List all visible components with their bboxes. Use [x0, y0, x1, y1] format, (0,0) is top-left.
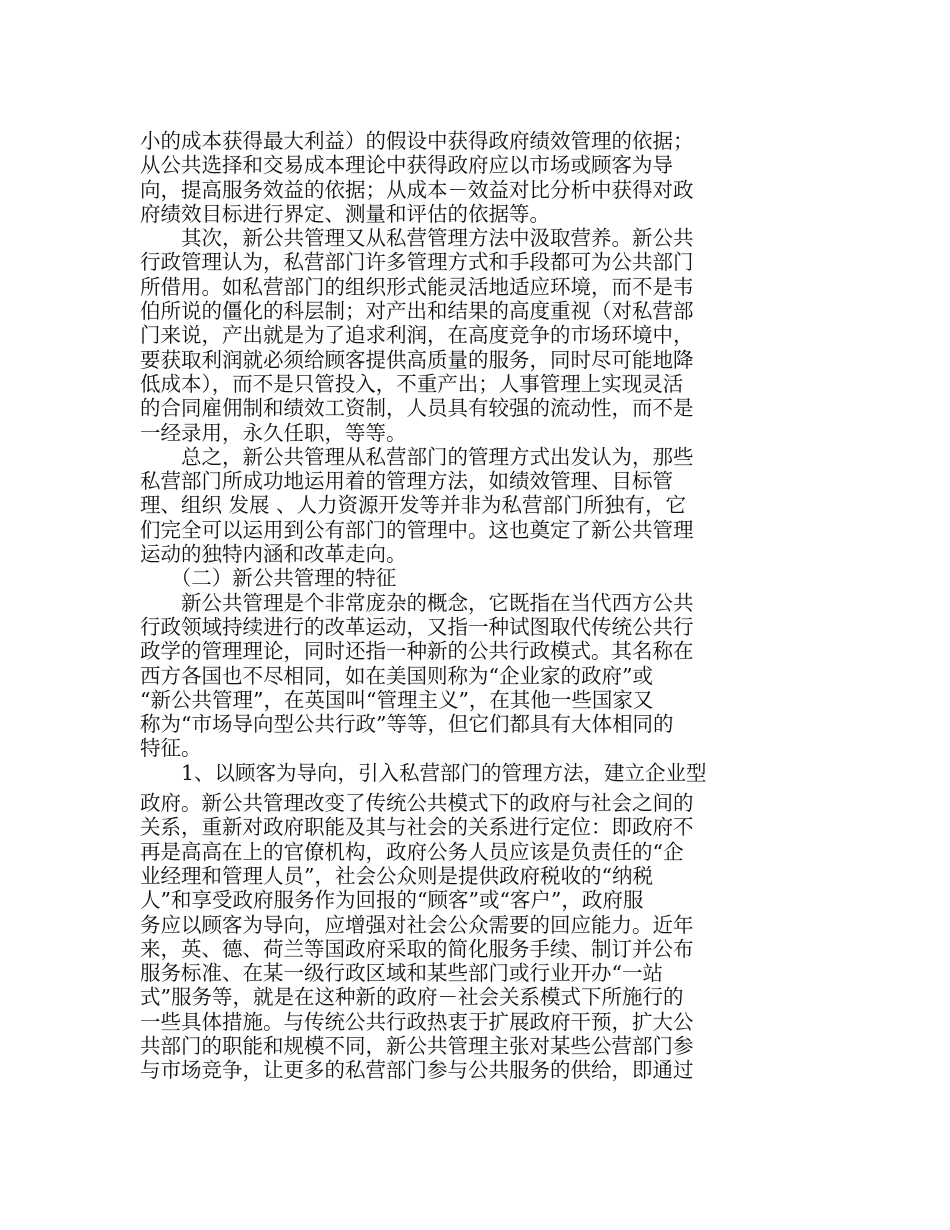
text-line: 共部门的职能和规模不同，新公共管理主张对某些公营部门参: [140, 1033, 694, 1058]
section-heading: （二）新公共管理的特征: [140, 566, 397, 591]
text-line: 行政领域持续进行的改革运动，又指一种试图取代传统公共行: [140, 614, 694, 639]
text-line: 一经录用，永久任职，等等。: [140, 420, 407, 445]
text-line: 总之，新公共管理从私营部门的管理方式出发认为，那些: [140, 444, 694, 469]
text-line: 政府。新公共管理改变了传统公共模式下的政府与社会之间的: [140, 791, 694, 816]
text-line: 务应以顾客为导向，应增强对社会公众需要的回应能力。近年: [140, 912, 694, 937]
text-line: 特征。: [140, 736, 202, 761]
text-line: 小的成本获得最大利益）的假设中获得政府绩效管理的依据；: [140, 129, 694, 153]
text-line: 理、组织 发展 、人力资源开发等并非为私营部门所独有，它: [140, 493, 687, 518]
text-line: 新公共管理是个非常庞杂的概念，它既指在当代西方公共: [140, 590, 694, 615]
text-line: 称为“市场导向型公共行政”等等，但它们都具有大体相同的: [140, 712, 674, 737]
text-line: 从公共选择和交易成本理论中获得政府应以市场或顾客为导: [140, 153, 673, 178]
text-line: 所借用。如私营部门的组织形式能灵活地适应环境，而不是韦: [140, 274, 694, 299]
text-line: 人”和享受政府服务作为回报的“顾客”或“客户”，政府服: [140, 888, 644, 913]
text-line: 府绩效目标进行界定、测量和评估的依据等。: [140, 201, 550, 226]
text-line: 运动的独特内涵和改革走向。: [140, 542, 407, 567]
text-line: 服务标准、在某一级行政区域和某些部门或行业开办“一站: [140, 961, 663, 986]
text-line: 再是高高在上的官僚机构，政府公务人员应该是负责任的“企: [140, 839, 684, 864]
text-line: 的合同雇佣制和绩效工资制，人员具有较强的流动性，而不是: [140, 396, 694, 421]
text-line: 一些具体措施。与传统公共行政热衷于扩展政府干预，扩大公: [140, 1009, 694, 1034]
text-line: 行政管理认为，私营部门许多管理方式和手段都可为公共部门: [140, 250, 694, 275]
text-line: 式”服务等，就是在这种新的政府－社会关系模式下所施行的: [140, 985, 684, 1010]
text-line: 与市场竞争，让更多的私营部门参与公共服务的供给，即通过: [140, 1058, 694, 1083]
numbered-item-line: 1、以顾客为导向，引入私营部门的管理方法，建立企业型: [140, 760, 707, 785]
text-line: 门来说，产出就是为了追求利润，在高度竞争的市场环境中，: [140, 323, 694, 348]
text-line: 业经理和管理人员”，社会公众则是提供政府税收的“纳税: [140, 863, 653, 888]
body-text: [140, 129, 750, 1083]
text-line: 来，英、德、荷兰等国政府采取的简化服务手续、制订并公布: [140, 936, 694, 961]
text-line: 西方各国也不尽相同，如在美国则称为“企业家的政府”或: [140, 663, 653, 688]
text-line: 关系，重新对政府职能及其与社会的关系进行定位：即政府不: [140, 815, 694, 840]
text-line: 其次，新公共管理又从私营管理方法中汲取营养。新公共: [140, 226, 694, 251]
text-line: 们完全可以运用到公有部门的管理中。这也奠定了新公共管理: [140, 517, 694, 542]
text-line: “新公共管理”，在英国叫“管理主义”，在其他一些国家又: [140, 687, 654, 712]
text-line: 私营部门所成功地运用着的管理方法，如绩效管理、目标管: [140, 469, 673, 494]
text-line: 向，提高服务效益的依据；从成本－效益对比分析中获得对政: [140, 177, 694, 202]
text-line: 低成本），而不是只管投入，不重产出；人事管理上实现灵活: [140, 371, 684, 396]
text-line: 要获取利润就必须给顾客提供高质量的服务，同时尽可能地降: [140, 347, 694, 372]
text-line: 政学的管理理论，同时还指一种新的公共行政模式。其名称在: [140, 639, 694, 664]
text-line: 伯所说的僵化的科层制；对产出和结果的高度重视（对私营部: [140, 299, 694, 324]
